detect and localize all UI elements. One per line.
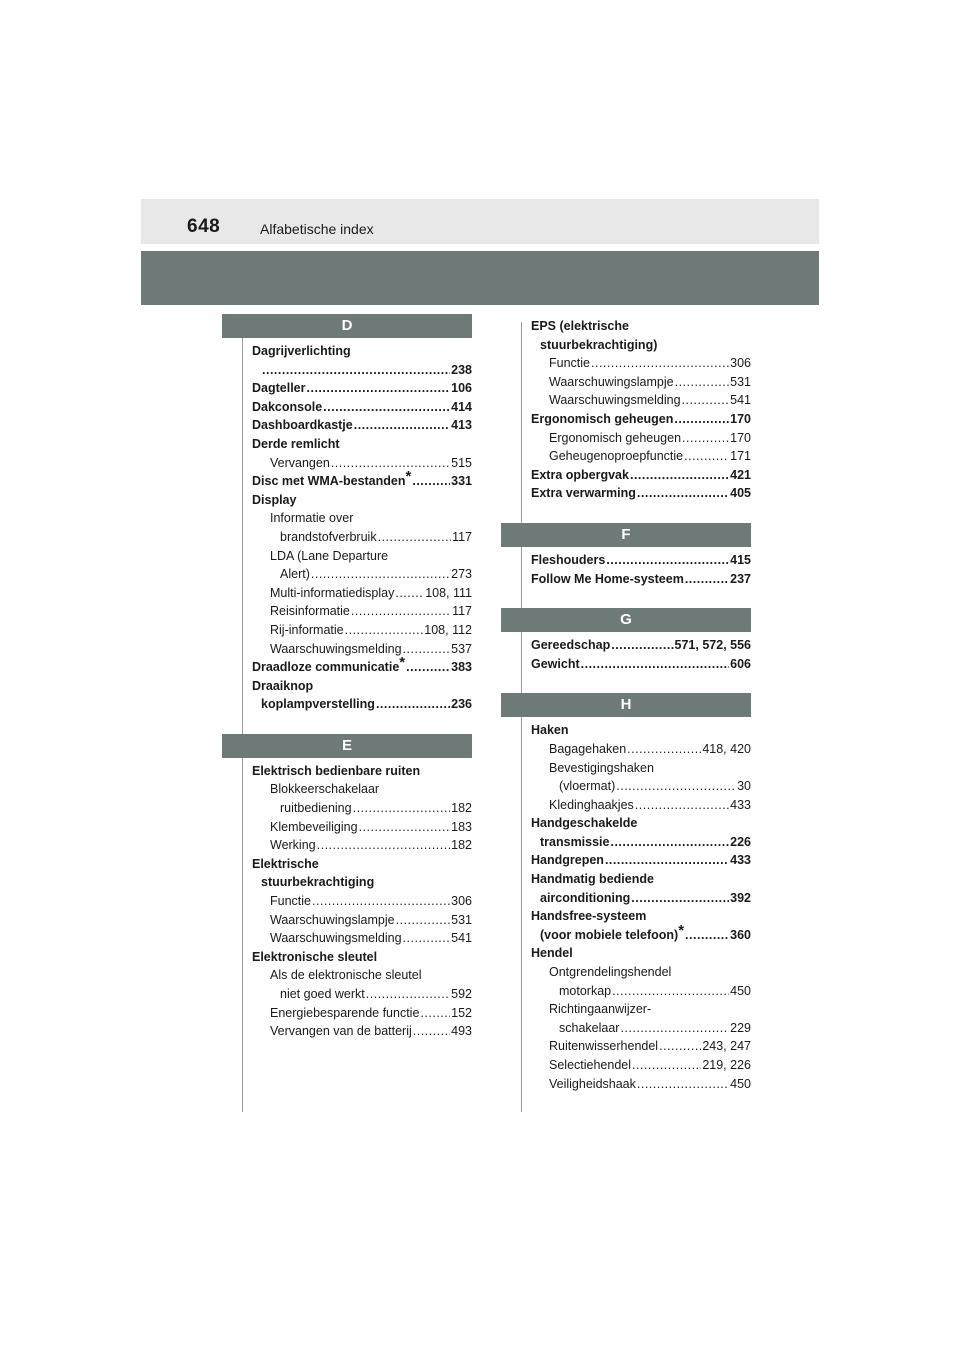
page-ref: 413	[451, 418, 472, 433]
page-ref: 414	[451, 399, 472, 414]
page-ref: 170	[730, 411, 751, 426]
index-subentry[interactable]: Waarschuwingsmelding ..... 537	[252, 640, 472, 659]
page-number: 648	[187, 216, 221, 237]
index-subentry[interactable]: Energiebesparende functie ..... 152	[252, 1004, 472, 1023]
page-ref: 541	[730, 393, 751, 408]
page-ref: 360	[730, 927, 751, 942]
index-entry[interactable]: Handgrepen ..... 433	[531, 851, 751, 870]
page-ref: 541	[451, 931, 472, 946]
left-column-rule	[242, 322, 243, 1112]
page-ref: 226	[730, 834, 751, 849]
index-subentry[interactable]: ruitbediening ..... 182	[252, 799, 472, 818]
page-ref: 117	[452, 529, 472, 544]
page-ref: 592	[451, 987, 472, 1001]
page-ref: 273	[451, 567, 472, 582]
footnote-star: *	[678, 921, 685, 939]
index-subentry[interactable]: Vervangen ..... 515	[252, 454, 472, 473]
index-subentry[interactable]: Ergonomisch geheugen ..... 170	[531, 429, 751, 448]
index-subentry: Ontgrendelingshendel	[549, 965, 672, 980]
page-ref: 171	[730, 449, 751, 464]
index-entry[interactable]: Disc met WMA-bestanden* ..... 331	[252, 472, 472, 491]
page-ref: 418, 420	[702, 741, 751, 756]
page-ref: 433	[730, 797, 751, 812]
index-entry: Handgeschakelde	[531, 816, 638, 831]
page-ref: 537	[451, 641, 472, 656]
index-subentry[interactable]: Rij-informatie ..... 108, 112	[252, 621, 472, 640]
page-ref: 421	[730, 467, 751, 482]
index-entry[interactable]: Dakconsole ..... 414	[252, 398, 472, 417]
left-column	[252, 314, 472, 1041]
page-ref: 182	[451, 838, 472, 853]
header-band	[141, 251, 819, 305]
page-ref: 219, 226	[702, 1058, 751, 1072]
section-header-g: G	[501, 608, 751, 632]
index-entry: stuurbekrachtiging)	[540, 337, 658, 352]
index-subentry[interactable]: Waarschuwingsmelding ..... 541	[252, 929, 472, 948]
index-entry[interactable]: Extra verwarming ..... 405	[531, 484, 751, 503]
page-ref: 237	[730, 571, 751, 586]
page-ref: 306	[451, 894, 472, 909]
index-subentry[interactable]: schakelaar ..... 229	[531, 1019, 751, 1038]
index-subentry[interactable]: brandstofverbruik ..... 117	[252, 528, 472, 547]
page-ref: 450	[730, 1076, 751, 1091]
index-subentry[interactable]: Waarschuwingsmelding ..... 541	[531, 391, 751, 410]
index-subentry: Informatie over	[270, 511, 354, 526]
index-entry[interactable]: Gereedschap ..... 571, 572, 556	[531, 636, 751, 655]
index-entry: Display	[252, 492, 297, 507]
index-subentry[interactable]: Alert) ..... 273	[252, 565, 472, 584]
page-ref: 331	[451, 474, 472, 489]
index-entry[interactable]: airconditioning ..... 392	[531, 889, 751, 908]
index-subentry[interactable]: (vloermat) ..... 30	[531, 777, 751, 796]
page-ref: 433	[730, 853, 751, 868]
section-header-e: E	[222, 734, 472, 758]
page-ref: 531	[730, 374, 751, 389]
page-ref: 415	[730, 552, 751, 567]
index-subentry: Richtingaanwijzer-	[549, 1002, 652, 1017]
index-subentry[interactable]: niet goed werkt ..... 592	[252, 985, 472, 1004]
index-subentry: Bevestigingshaken	[549, 760, 654, 775]
page-ref: 117	[452, 604, 472, 619]
index-subentry[interactable]: Geheugenoproepfunctie ..... 171	[531, 447, 751, 466]
section-header-d: D	[222, 314, 472, 338]
page-ref: 531	[451, 912, 472, 927]
index-entry[interactable]: Extra opbergvak ..... 421	[531, 466, 751, 485]
index-entry[interactable]: Dashboardkastje ..... 413	[252, 416, 472, 435]
page-ref: 106	[451, 381, 472, 396]
index-subentry[interactable]: Functie ..... 306	[252, 892, 472, 911]
index-entry: Dagrijverlichting	[252, 344, 351, 358]
page-ref: 306	[730, 356, 751, 371]
index-subentry[interactable]: Waarschuwingslampje ..... 531	[531, 373, 751, 392]
section-header-h: H	[501, 693, 751, 717]
index-entry: Handsfree-systeem	[531, 909, 647, 924]
index-entry[interactable]: Ergonomisch geheugen ..... 170	[531, 410, 751, 429]
page-ref: 238	[451, 362, 472, 377]
index-subentry[interactable]: Vervangen van de batterij ..... 493	[252, 1022, 472, 1041]
index-entry: Derde remlicht	[252, 436, 340, 451]
index-entry[interactable]: Fleshouders ..... 415	[531, 551, 751, 570]
index-subentry[interactable]: Selectiehendel ..... 219, 226	[531, 1056, 751, 1075]
page-ref: 182	[451, 801, 472, 816]
index-subentry[interactable]: Kledinghaakjes ..... 433	[531, 796, 751, 815]
index-entry[interactable]: transmissie ..... 226	[531, 833, 751, 852]
index-entry: stuurbekrachtiging	[261, 875, 375, 890]
index-entry: Elektronische sleutel	[252, 949, 378, 964]
header-bar	[141, 199, 819, 244]
page-ref: 383	[451, 660, 472, 675]
page-ref: 606	[730, 656, 751, 671]
page-ref: 243, 247	[702, 1039, 751, 1054]
index-entry[interactable]: koplampverstelling ..... 236	[252, 695, 472, 714]
page-ref: 152	[451, 1005, 472, 1020]
page-ref: 571, 572, 556	[674, 638, 751, 653]
page-title: Alfabetische index	[260, 221, 374, 237]
index-entry: Haken	[531, 723, 569, 738]
index-entry[interactable]: Draadloze communicatie* ..... 383	[252, 658, 472, 677]
index-entry: EPS (elektrische	[531, 319, 629, 333]
section-header-f: F	[501, 523, 751, 547]
page-ref: 515	[451, 455, 472, 470]
index-subentry[interactable]: Reisinformatie ..... 117	[252, 602, 472, 621]
index-subentry: Blokkeerschakelaar	[270, 782, 380, 797]
index-entry: Draaiknop	[252, 678, 314, 693]
page-ref: 493	[451, 1024, 472, 1039]
page-ref: 405	[730, 486, 751, 501]
page-ref: 30	[737, 779, 751, 794]
page-ref: 108, 112	[424, 622, 472, 637]
index-entry[interactable]: (voor mobiele telefoon)* ..... 360	[531, 926, 751, 945]
index-subentry[interactable]: Waarschuwingslampje ..... 531	[252, 911, 472, 930]
index-subentry[interactable]: motorkap ..... 450	[531, 982, 751, 1001]
index-entry: Elektrisch bedienbare ruiten	[252, 763, 421, 778]
page-ref: 229	[730, 1020, 751, 1035]
footnote-star: *	[399, 653, 406, 671]
index-entry[interactable]	[252, 361, 472, 380]
index-entry[interactable]: Gewicht ..... 606	[531, 655, 751, 674]
page-ref: 183	[451, 819, 472, 834]
index-subentry: LDA (Lane Departure	[270, 548, 389, 563]
index-subentry[interactable]: Veiligheidshaak ..... 450	[531, 1075, 751, 1094]
page-ref: 392	[730, 890, 751, 905]
page-ref: 450	[730, 983, 751, 998]
index-subentry: Als de elektronische sleutel	[270, 968, 422, 983]
page-ref: 236	[451, 697, 472, 712]
right-column	[531, 317, 751, 1093]
index-subentry[interactable]: Multi-informatiedisplay ..... 108, 111	[252, 584, 472, 603]
index-entry[interactable]: Follow Me Home-systeem ..... 237	[531, 570, 751, 589]
index-subentry[interactable]: Functie ..... 306	[531, 354, 751, 373]
page-ref: 170	[730, 430, 751, 445]
footnote-star: *	[405, 468, 412, 485]
index-entry: Hendel	[531, 946, 573, 961]
index-entry: Elektrische	[252, 856, 319, 871]
page-ref: 108, 111	[425, 585, 472, 600]
index-subentry[interactable]: Ruitenwisserhendel ..... 243, 247	[531, 1037, 751, 1056]
index-subentry[interactable]: Klembeveiliging ..... 183	[252, 818, 472, 837]
index-entry: Handmatig bediende	[531, 872, 654, 887]
index-subentry[interactable]: Werking ..... 182	[252, 836, 472, 855]
index-entry[interactable]: Dagteller ..... 106	[252, 379, 472, 398]
index-subentry[interactable]: Bagagehaken ..... 418, 420	[531, 740, 751, 759]
